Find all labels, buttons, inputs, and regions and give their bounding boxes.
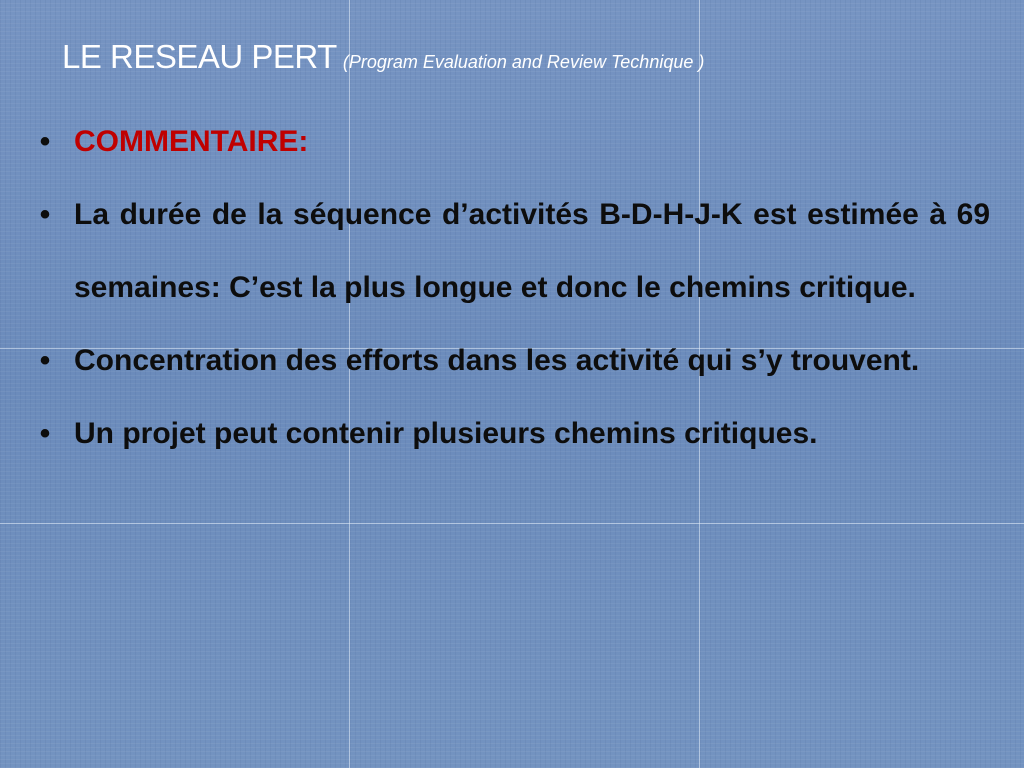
slide-title (62, 38, 704, 76)
bullet-item (30, 324, 990, 397)
bullet-icon: • (39, 417, 51, 450)
grid-line-horizontal (0, 523, 1024, 524)
bullet-item (30, 178, 990, 324)
bullet-text: La durée de la séquence d’activités B-D-H-J-K est estimée à 69 semaines: C’est la plus longue et donc le chemins critique. (74, 198, 990, 304)
title-main-text: LE RESEAU PERT (62, 38, 337, 75)
title-subtitle-text: (Program Evaluation and Review Technique ) (342, 52, 705, 72)
bullet-icon: • (39, 125, 51, 158)
slide-content (30, 110, 990, 470)
heading-text: COMMENTAIRE: (74, 125, 309, 158)
bullet-text: Concentration des efforts dans les activité qui s’y trouvent. (74, 344, 920, 377)
bullet-heading (30, 110, 990, 174)
bullet-icon: • (39, 344, 51, 377)
bullet-text: Un projet peut contenir plusieurs chemins critiques. (74, 417, 818, 450)
bullet-item (30, 397, 990, 470)
bullet-icon: • (39, 198, 51, 231)
